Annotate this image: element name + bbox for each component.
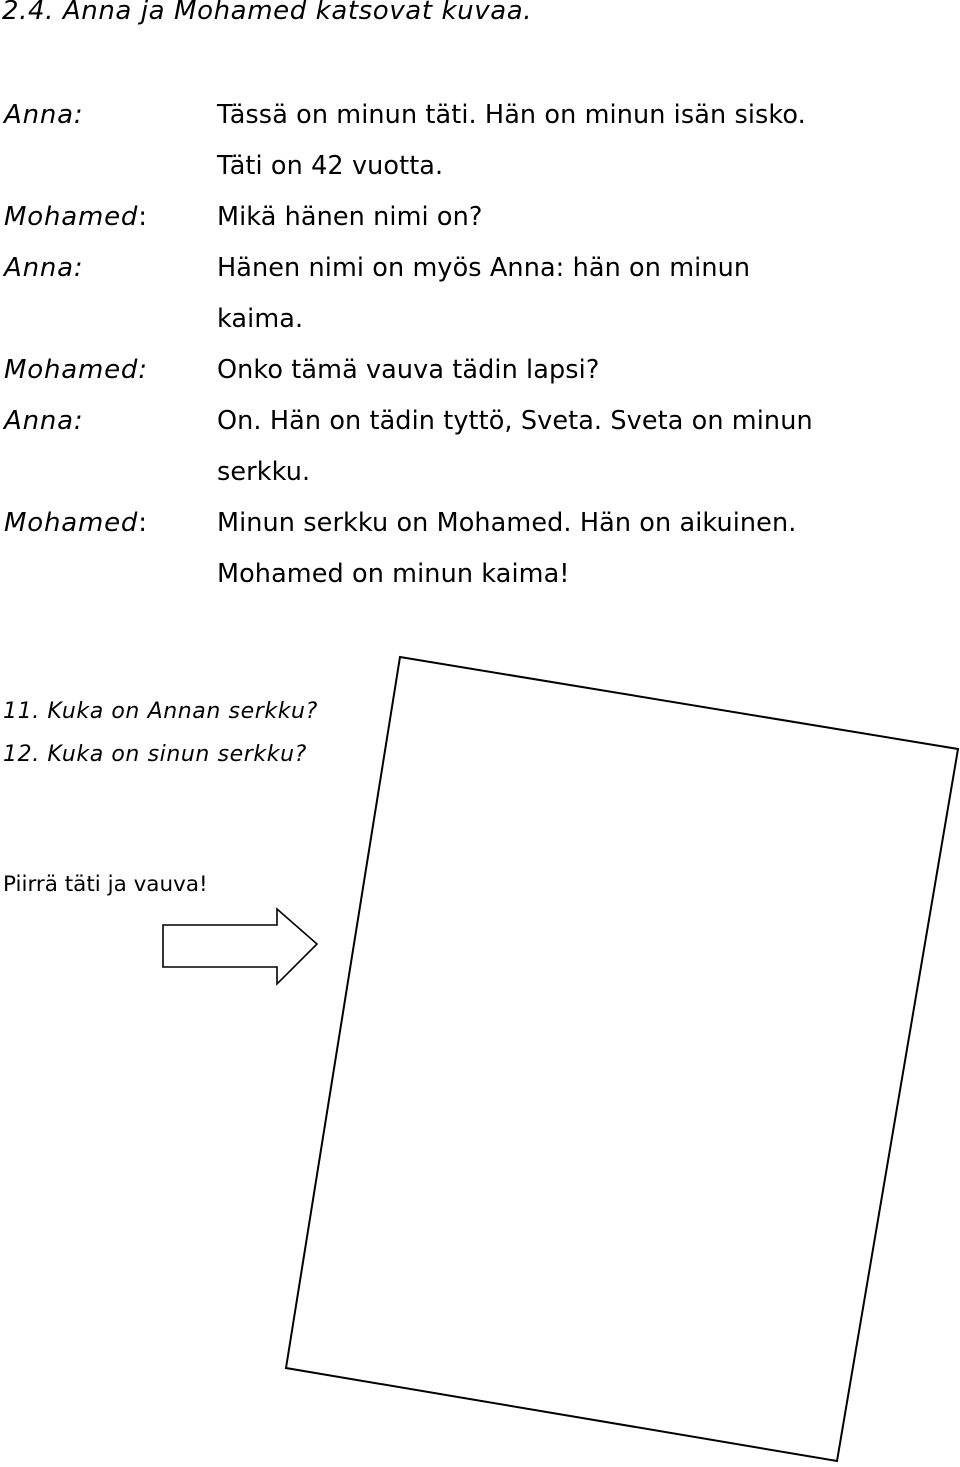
speaker-label: Mohamed: xyxy=(4,508,148,538)
dialogue-text: Täti on 42 vuotta. xyxy=(217,151,444,181)
dialogue-text: On. Hän on tädin tyttö, Sveta. Sveta on minun xyxy=(217,406,813,436)
dialogue-text: serkku. xyxy=(217,457,311,487)
dialogue-text: Hänen nimi on myös Anna: hän on minun xyxy=(217,253,751,283)
question-11: 11. Kuka on Annan serkku? xyxy=(3,699,318,724)
question-12: 12. Kuka on sinun serkku? xyxy=(3,742,307,767)
dialogue-text: Tässä on minun täti. Hän on minun isän sisko. xyxy=(217,100,806,130)
dialogue-text: Minun serkku on Mohamed. Hän on aikuinen. xyxy=(217,508,797,538)
dialogue-text: Mikä hänen nimi on? xyxy=(217,202,483,232)
speaker-label: Anna: xyxy=(4,253,84,283)
page-title: 2.4. Anna ja Mohamed katsovat kuvaa. xyxy=(2,0,533,26)
speaker-label: Mohamed: xyxy=(4,202,148,232)
speaker-label: Anna: xyxy=(4,100,84,130)
speaker-label: Mohamed: xyxy=(4,355,148,385)
drawing-instruction: Piirrä täti ja vauva! xyxy=(3,872,208,897)
dialogue-text: Mohamed on minun kaima! xyxy=(217,559,570,589)
right-arrow-icon xyxy=(163,909,317,984)
speaker-label: Anna: xyxy=(4,406,84,436)
dialogue-text: kaima. xyxy=(217,304,304,334)
drawing-frame xyxy=(286,657,958,1461)
dialogue-text: Onko tämä vauva tädin lapsi? xyxy=(217,355,600,385)
